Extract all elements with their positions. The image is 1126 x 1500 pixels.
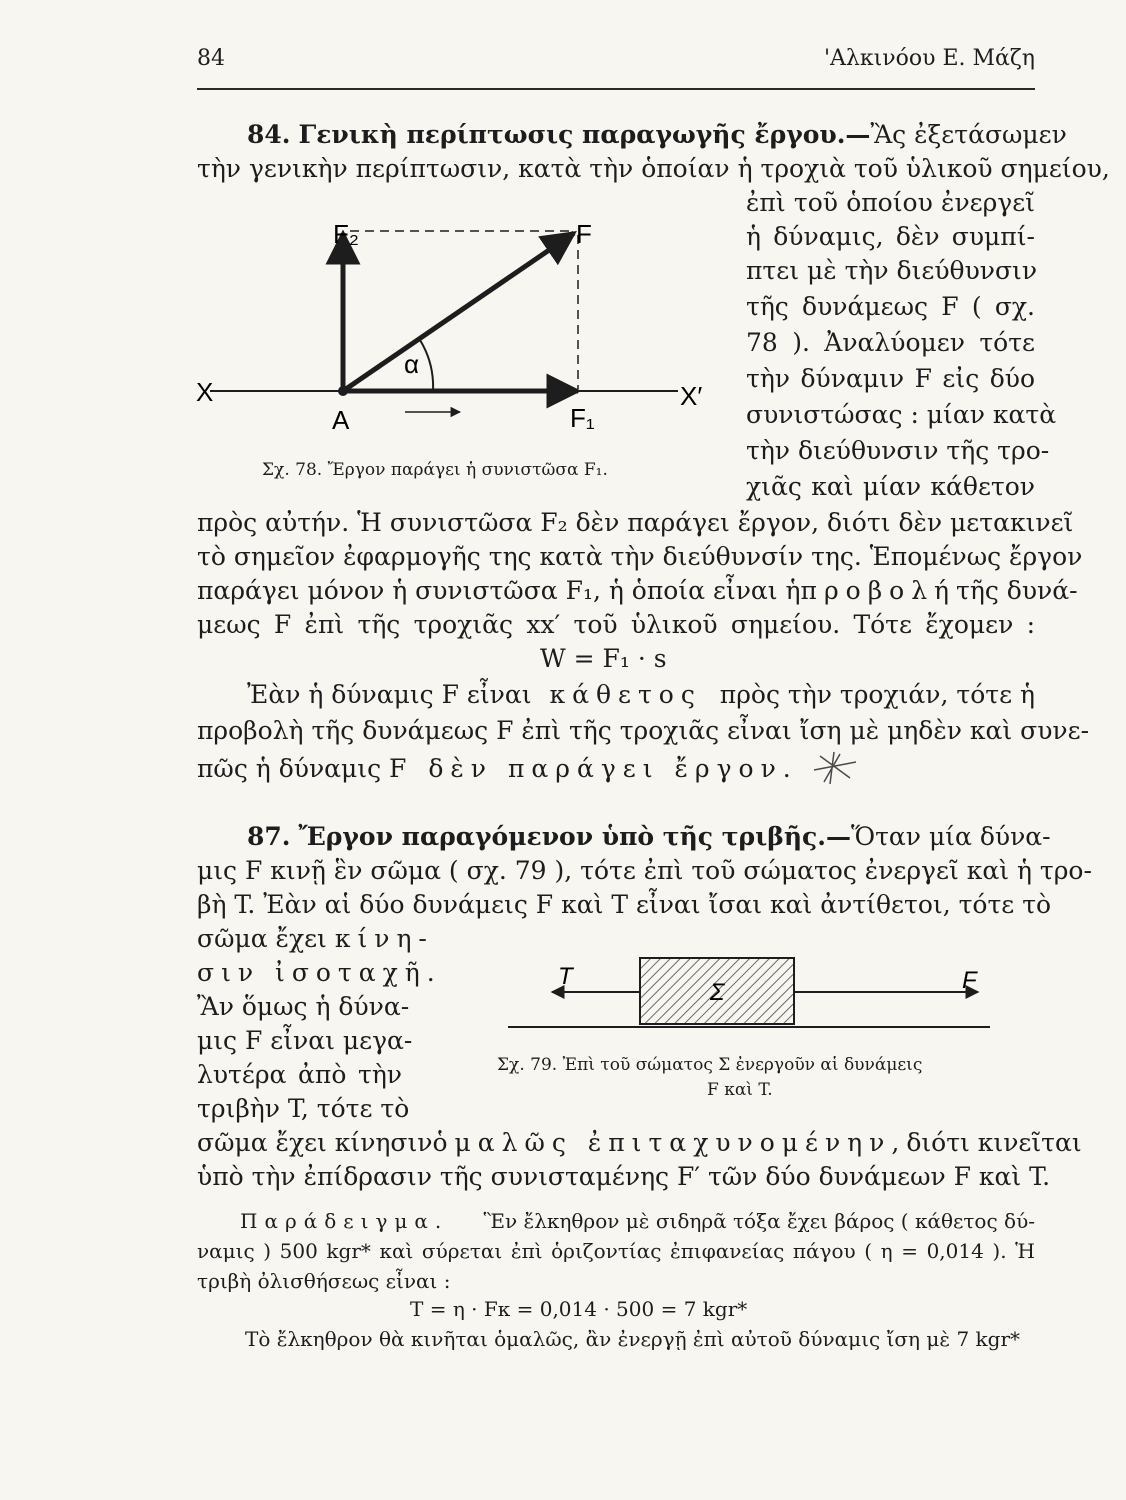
figure-78: [190, 205, 730, 470]
body-line: [197, 922, 434, 956]
header-rule: [197, 88, 1035, 90]
body-text: παράγει μόνον ἡ συνιστῶσα F₁, ἡ ὁποία εἶναι ἡ: [197, 576, 801, 605]
figure-79: [500, 950, 1000, 1050]
example-text: Ἓν ἔλκηθρον μὲ σιδηρᾶ τόξα ἔχει βάρος ( κάθετος δύ-: [483, 1209, 1035, 1233]
body-text: σῶμα ἔχει κίνησιν: [197, 1128, 433, 1157]
section-87-heading: [247, 820, 1051, 854]
body-line: τὸ σημεῖον ἐφαρμογῆς της κατὰ τὴν διεύθυνσίν της. Ἑπομένως ἔργον: [197, 542, 1083, 571]
body-line-accelerated: [197, 1126, 1082, 1160]
example-line-2: ναμις ) 500 kgr* καὶ σύρεται ἐπὶ ὁριζοντίας ἐπιφανείας πάγου ( η = 0,014 ). Ἡ: [197, 1239, 1035, 1263]
body-line: Ἂν ὅμως ἡ δύνα-: [197, 992, 410, 1021]
body-text: Ἐὰν ἡ δύναμις F εἶναι: [247, 680, 532, 709]
label-sigma: Σ: [710, 979, 725, 1006]
emphasis-uniform: σιν ἰσοταχῆ.: [197, 958, 442, 987]
label-f: F: [576, 219, 592, 249]
point-a-dot: [338, 386, 348, 396]
section-87-number: 87.: [247, 822, 291, 851]
figure-79-caption-line-2: F καὶ T.: [707, 1080, 773, 1100]
body-line: πτει μὲ τὴν διεύθυνσιν: [746, 256, 1038, 285]
section-84-heading: [247, 118, 1067, 152]
body-line: λυτέρα ἀπὸ τὴν: [197, 1060, 402, 1089]
body-line: πρὸς αὐτήν. Ἡ συνιστῶσα F₂ δὲν παράγει ἔργον, διότι δὲν μετακινεῖ: [197, 508, 1074, 537]
example-formula: T = η · Fκ = 0,014 · 500 = 7 kgr*: [410, 1297, 748, 1321]
formula-work: W = F₁ · s: [540, 644, 667, 673]
example-line-4: Τὸ ἔλκηθρον θὰ κινῆται ὁμαλῶς, ἂν ἐνεργῇ ἐπὶ αὐτοῦ δύναμις ἴση μὲ 7 kgr*: [245, 1327, 1021, 1351]
emphasis-no-work: δὲν παράγει ἔργον.: [428, 754, 798, 783]
body-line-perpendicular: [247, 678, 1035, 712]
body-line: ὑπὸ τὴν ἐπίδρασιν τῆς συνισταμένης F′ τῶν δύο δυνάμεων F καὶ T.: [197, 1162, 1051, 1191]
label-a: A: [332, 405, 350, 435]
body-line: μις F εἶναι μεγα-: [197, 1026, 413, 1055]
section-84-title: Γενικὴ περίπτωσις παραγωγῆς ἔργου.—: [298, 120, 871, 149]
body-line: τῆς δυνάμεως F ( σχ.: [746, 292, 1035, 321]
section-87-lead: Ὅταν μία δύνα-: [850, 822, 1051, 851]
section-84-number: 84.: [247, 120, 291, 149]
body-line: τὴν διεύθυνσιν τῆς τρο-: [746, 436, 1050, 465]
emphasis-projection: προβολή: [800, 576, 957, 605]
body-line: χιᾶς καὶ μίαν κάθετον: [746, 472, 1035, 501]
body-line: ἐπὶ τοῦ ὁποίου ἐνεργεῖ: [746, 188, 1035, 217]
emphasis-accelerated: ὁμαλῶς ἐπιταχυνομένην,: [432, 1128, 907, 1157]
body-line: συνιστώσας : μίαν κατὰ: [746, 400, 1057, 429]
f-arrow: [343, 233, 574, 391]
body-line-projection: [197, 574, 1078, 608]
label-t: T: [558, 963, 573, 990]
body-line: τὴν δύναμιν F εἰς δύο: [746, 364, 1035, 393]
body-text: πρὸς τὴν τροχιάν, τότε ἡ: [719, 680, 1035, 709]
body-line: τὴν γενικὴν περίπτωσιν, κατὰ τὴν ὁποίαν ἡ τροχιὰ τοῦ ὑλικοῦ σημείου,: [197, 154, 1110, 183]
angle-arc: [420, 340, 433, 391]
body-line: ἡ δύναμις, δὲν συμπί-: [746, 222, 1035, 251]
body-text: πῶς ἡ δύναμις F: [197, 754, 407, 783]
figure-79-caption-line-1: Σχ. 79. Ἐπὶ τοῦ σώματος Σ ἐνεργοῦν αἱ δυνάμεις: [497, 1055, 923, 1075]
body-line: 78 ). Ἀναλύομεν τότε: [746, 328, 1035, 357]
body-line: τριβὴν T, τότε τὸ: [197, 1094, 410, 1123]
emphasis-motion: κίνη-: [334, 924, 434, 953]
emphasis-perpendicular: κάθετος: [549, 680, 702, 709]
body-line: βὴ T. Ἐὰν αἱ δύο δυνάμεις F καὶ T εἶναι ἴσαι καὶ ἀντίθετοι, τότε τὸ: [197, 890, 1052, 919]
section-84-lead: Ἂς ἐξετάσωμεν: [870, 120, 1067, 149]
label-x: X: [196, 377, 214, 407]
example-line-1: [240, 1206, 1035, 1236]
label-f1: F₁: [570, 403, 595, 433]
body-text: διότι κινεῖται: [906, 1128, 1082, 1157]
body-line: μις F κινῇ ἓν σῶμα ( σχ. 79 ), τότε ἐπὶ τοῦ σώματος ἐνεργεῖ καὶ ἡ τρο-: [197, 856, 1092, 885]
running-title: 'Αλκινόου Ε. Μάζη: [823, 46, 1035, 71]
label-f2: F₂: [333, 219, 359, 249]
figure-78-caption: Σχ. 78. Ἔργον παράγει ἡ συνιστῶσα F₁.: [262, 460, 608, 480]
body-text: σῶμα ἔχει: [197, 924, 327, 953]
example-line-3: τριβὴ ὀλισθήσεως εἶναι :: [197, 1269, 451, 1293]
body-line: προβολὴ τῆς δυνάμεως F ἐπὶ τῆς τροχιᾶς εἶναι ἴση μὲ μηδὲν καὶ συνε-: [197, 716, 1090, 745]
body-text: τῆς δυνά-: [956, 576, 1078, 605]
label-alpha: α: [404, 349, 420, 379]
label-x-prime: X′: [680, 381, 703, 411]
body-line: μεως F ἐπὶ τῆς τροχιᾶς xx′ τοῦ ὑλικοῦ σημείου. Τότε ἔχομεν :: [197, 610, 1035, 639]
page-number: 84: [197, 46, 225, 71]
label-f: F: [962, 967, 977, 994]
asterisk-mark: [810, 748, 860, 788]
section-87-title: Ἔργον παραγόμενον ὑπὸ τῆς τριβῆς.—: [298, 822, 851, 851]
example-label: Παράδειγμα.: [240, 1209, 449, 1233]
body-line-no-work: [197, 752, 798, 786]
